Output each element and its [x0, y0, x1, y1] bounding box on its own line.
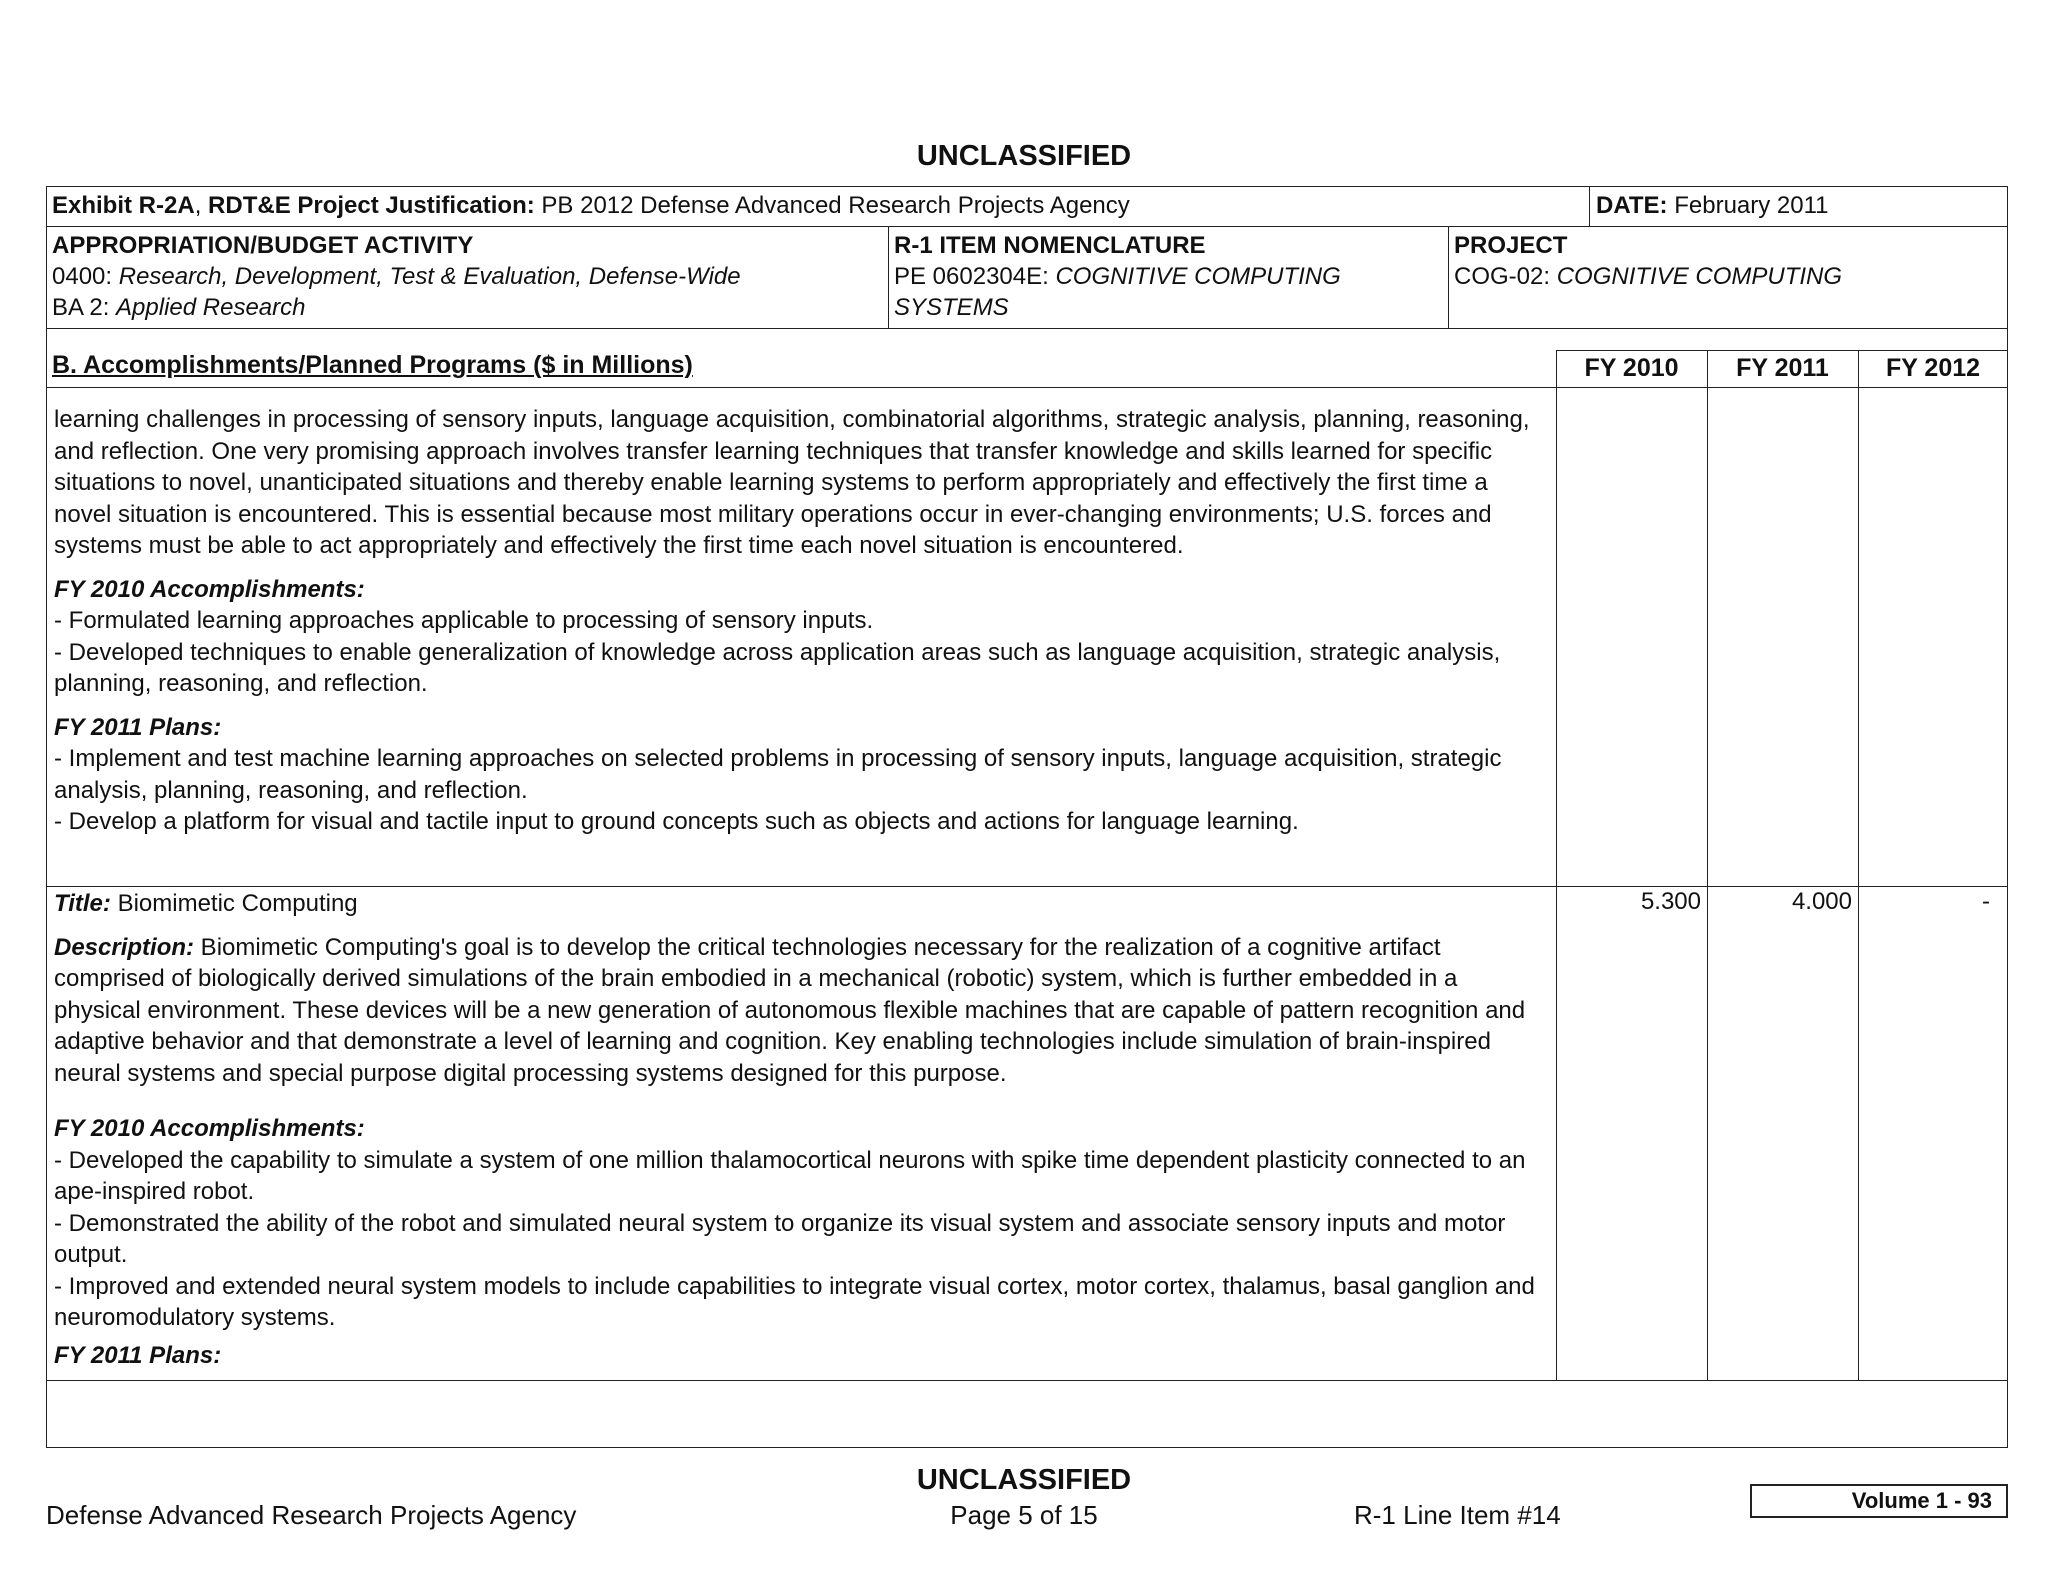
- rule-budget: [46, 328, 2008, 329]
- exhibit-id: Exhibit R-2A: [52, 192, 195, 219]
- biomimetic-fy2011-heading: FY 2011 Plans:: [54, 1341, 222, 1369]
- rule-section: [46, 387, 2008, 388]
- classification-bottom: UNCLASSIFIED: [916, 1464, 1132, 1496]
- rule-row2: [46, 1380, 2008, 1381]
- appropriation-value: 0400: Research, Development, Test & Evaluation, Defense-Wide: [52, 263, 741, 290]
- exhibit-type: RDT&E Project Justification:: [208, 192, 535, 219]
- continued-fy2011-item: - Develop a platform for visual and tactile input to ground concepts such as objects and actions for language learning.: [54, 808, 1299, 835]
- biomimetic-fy2010-item: - Improved and extended neural system models to include capabilities to integrate visual cortex, motor cortex, thalamus, basal ganglion and neuromodulatory systems.: [54, 1272, 1535, 1331]
- footer-page: Page 5 of 15: [950, 1500, 1098, 1530]
- continued-fy2011-item: - Implement and test machine learning approaches on selected problems in processing of sensory inputs, language acquisition, strategic analysis, planning, reasoning, and reflection.: [54, 745, 1502, 804]
- fy2012-header: FY 2012: [1885, 354, 1981, 382]
- date-label: DATE:: [1596, 192, 1668, 219]
- biomimetic-description: Description: Biomimetic Computing's goal is to develop the critical technologies necessary for the realization of a cognitive artifact comprised of biologically derived simulations of the brain embodied in a mechanical (robotic) system, which is further embedded in a physical environment. These devices will be a new generation of autonomous flexible machines that are capable of pattern recognition and adaptive behavior and that demonstrate a level of learning and cognition. Key enabling technologies include simulation of brain-inspired neural systems and special purpose digital processing systems designed for this purpose.: [54, 933, 1526, 1087]
- biomimetic-fy2010-item: - Demonstrated the ability of the robot and simulated neural system to organize its visual system and associate sensory inputs and motor output.: [54, 1209, 1506, 1268]
- appropriation-label: APPROPRIATION/BUDGET ACTIVITY: [52, 232, 474, 259]
- biomimetic-fy2011-value: 4.000: [1791, 888, 1852, 915]
- exhibit-sep: ,: [194, 192, 209, 219]
- fy2010-header: FY 2010: [1584, 354, 1679, 382]
- rule-fy2010-col: [1556, 350, 1557, 1380]
- exhibit-date: [1596, 190, 1829, 221]
- project-value: COG-02: COGNITIVE COMPUTING: [1454, 263, 1843, 290]
- rule-date-divider: [1589, 186, 1590, 226]
- biomimetic-block: [54, 888, 1550, 1371]
- continued-fy2010-item: - Formulated learning approaches applicable to processing of sensory inputs.: [54, 607, 874, 634]
- nomenclature-cell: [894, 230, 1341, 323]
- fy2011-header: FY 2011: [1736, 354, 1829, 382]
- appropriation-cell: [52, 230, 741, 323]
- continued-fy2011-heading: FY 2011 Plans:: [54, 713, 222, 741]
- biomimetic-title: Title: Biomimetic Computing: [54, 890, 358, 917]
- continued-fy2010-item: - Developed techniques to enable generalization of knowledge across application areas such as language acquisition, strategic analysis, planning, reasoning, and reflection.: [54, 638, 1501, 697]
- exhibit-agency: PB 2012 Defense Advanced Research Projects Agency: [534, 192, 1130, 219]
- footer-agency: Defense Advanced Research Projects Agency: [46, 1500, 577, 1530]
- footer-line-item: R-1 Line Item #14: [1354, 1500, 1561, 1530]
- rule-approp-divider: [888, 226, 889, 328]
- nomenclature-label: R-1 ITEM NOMENCLATURE: [894, 232, 1206, 259]
- nomenclature-value-cont: SYSTEMS: [894, 294, 1009, 321]
- date-value: February 2011: [1667, 192, 1829, 219]
- biomimetic-fy2010-value: 5.300: [1640, 888, 1701, 915]
- biomimetic-fy2010-heading: FY 2010 Accomplishments:: [54, 1115, 365, 1142]
- rule-header: [46, 226, 2008, 227]
- rule-nomen-divider: [1448, 226, 1449, 328]
- budget-activity-value: BA 2: Applied Research: [52, 294, 306, 321]
- continued-intro: learning challenges in processing of sensory inputs, language acquisition, combinatorial algorithms, strategic analysis, planning, reasoning, and reflection. One very promising approach involves transfer learning techniques that transfer knowledge and skills learned for specific situations to novel, unanticipated situations and thereby enable learning systems to perform appropriately and effectively the first time a novel situation is encountered. This is essential because most military operations occur in ever-changing environments; U.S. forces and systems must be able to act appropriately and effectively the first time each novel situation is encountered.: [54, 406, 1530, 559]
- project-cell: [1454, 230, 1842, 292]
- footer-volume: Volume 1 - 93: [1750, 1484, 2008, 1518]
- exhibit-title: [52, 190, 1130, 221]
- continued-fy2010-heading: FY 2010 Accomplishments:: [54, 575, 365, 603]
- rule-fy2012-col: [1858, 350, 1859, 1380]
- classification-top: UNCLASSIFIED: [916, 140, 1132, 172]
- nomenclature-value: PE 0602304E: COGNITIVE COMPUTING: [894, 263, 1341, 290]
- rule-row1: [46, 886, 2008, 887]
- project-label: PROJECT: [1454, 232, 1568, 259]
- continued-block: [54, 404, 1544, 838]
- biomimetic-fy2012-value: -: [1982, 888, 1990, 915]
- rule-fy2011-col: [1707, 350, 1708, 1380]
- section-title: B. Accomplishments/Planned Programs ($ in Millions): [52, 351, 693, 379]
- biomimetic-fy2010-item: - Developed the capability to simulate a system of one million thalamocortical neurons with spike time dependent plasticity connected to an ape-inspired robot.: [54, 1146, 1526, 1205]
